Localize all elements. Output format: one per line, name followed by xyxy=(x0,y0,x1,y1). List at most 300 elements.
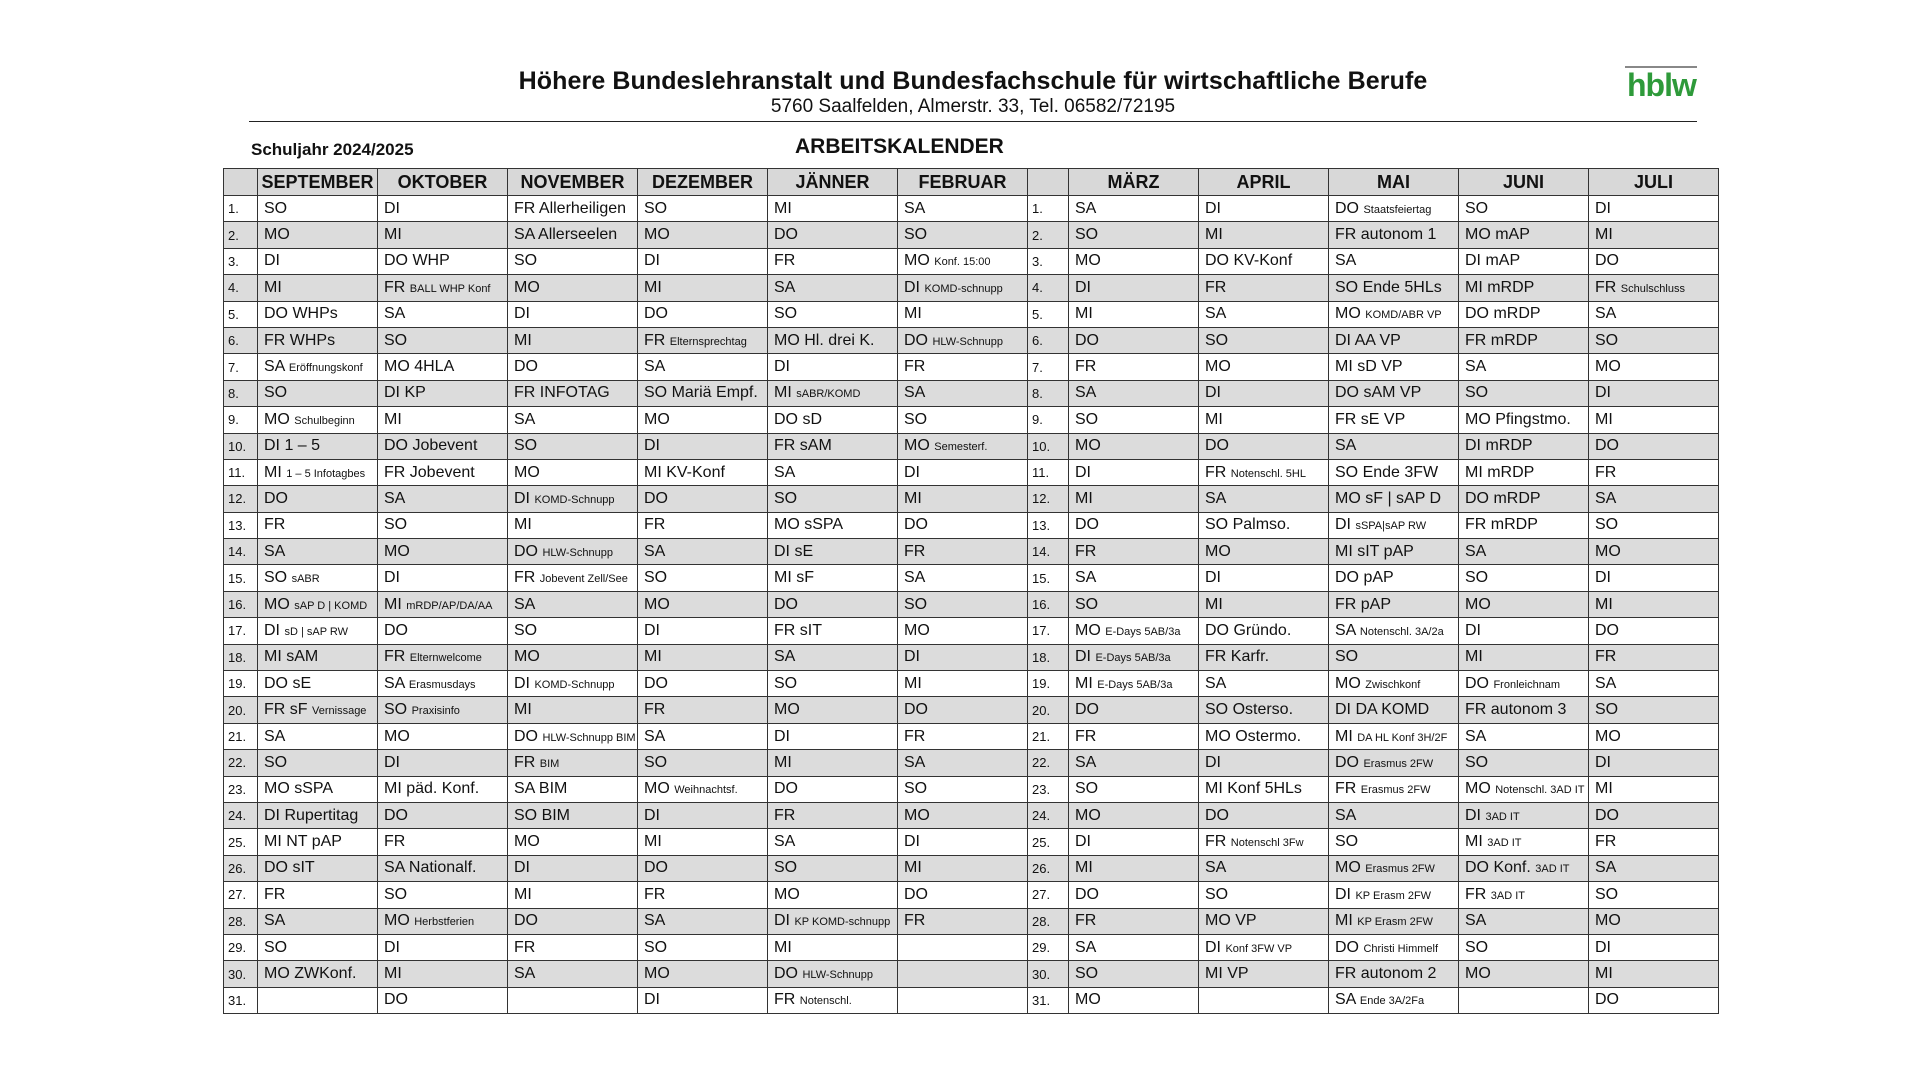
calendar-cell xyxy=(1589,750,1719,776)
cell-main-text: MO xyxy=(1465,780,1491,798)
calendar-cell xyxy=(1329,802,1459,828)
cell-note-text: Elternwelcome xyxy=(409,652,482,665)
calendar-cell xyxy=(1199,802,1329,828)
day-number: 21. xyxy=(224,723,258,749)
day-number: 5. xyxy=(224,301,258,327)
cell-main-text: SA xyxy=(1465,358,1487,376)
cell-main-text: DI xyxy=(1205,384,1221,402)
calendar-cell xyxy=(378,512,508,538)
cell-main-text: DO xyxy=(514,542,538,560)
calendar-cell xyxy=(898,829,1028,855)
calendar-cell xyxy=(898,380,1028,406)
calendar-cell xyxy=(1589,644,1719,670)
calendar-cell xyxy=(1329,723,1459,749)
calendar-cell xyxy=(258,644,378,670)
day-number: 4. xyxy=(1028,275,1069,301)
calendar-cell xyxy=(1199,697,1329,723)
cell-main-text: MO xyxy=(1595,727,1621,745)
cell-main-text: MI xyxy=(1595,595,1613,613)
calendar-cell xyxy=(258,934,378,960)
cell-main-text: MI sF xyxy=(774,569,814,587)
calendar-cell xyxy=(1459,196,1589,222)
calendar-cell xyxy=(378,776,508,802)
month-header: DEZEMBER xyxy=(638,169,768,196)
calendar-cell xyxy=(1069,644,1199,670)
day-number: 1. xyxy=(224,196,258,222)
cell-note-text: 3AD IT xyxy=(1535,863,1570,876)
calendar-cell xyxy=(638,776,768,802)
calendar-cell xyxy=(378,275,508,301)
cell-main-text: SO xyxy=(264,753,288,771)
cell-main-text: MI xyxy=(1075,859,1093,877)
cell-main-text: FR autonom 3 xyxy=(1465,701,1567,719)
cell-main-text: MO xyxy=(1075,437,1101,455)
cell-main-text: SA xyxy=(1075,199,1097,217)
calendar-cell xyxy=(768,459,898,485)
day-number: 18. xyxy=(224,644,258,670)
calendar-cell xyxy=(1589,882,1719,908)
calendar-cell xyxy=(378,961,508,987)
calendar-cell xyxy=(508,407,638,433)
cell-main-text: MI NT pAP xyxy=(264,833,342,851)
cell-main-text: MI xyxy=(384,226,402,244)
document-title: ARBEITSKALENDER xyxy=(795,135,1004,158)
cell-main-text: MI xyxy=(904,489,922,507)
cell-note-text: Schulbeginn xyxy=(294,414,355,427)
cell-main-text: DI xyxy=(1595,199,1611,217)
calendar-cell xyxy=(508,248,638,274)
calendar-cell xyxy=(898,644,1028,670)
calendar-cell xyxy=(378,855,508,881)
calendar-cell xyxy=(378,671,508,697)
calendar-cell xyxy=(768,961,898,987)
calendar-sheet xyxy=(223,62,1718,1014)
table-row xyxy=(224,354,1719,380)
cell-main-text: SA xyxy=(904,199,926,217)
month-header: NOVEMBER xyxy=(508,169,638,196)
cell-main-text: SO xyxy=(1465,938,1489,956)
cell-main-text: SA xyxy=(264,358,285,376)
day-number: 24. xyxy=(1028,802,1069,828)
calendar-cell xyxy=(638,433,768,459)
cell-main-text: SO xyxy=(264,938,288,956)
cell-main-text: FR mRDP xyxy=(1465,516,1538,534)
day-number: 26. xyxy=(224,855,258,881)
cell-main-text: DO xyxy=(904,885,928,903)
calendar-cell xyxy=(768,697,898,723)
day-number: 17. xyxy=(224,618,258,644)
calendar-cell xyxy=(1329,776,1459,802)
calendar-cell xyxy=(378,196,508,222)
calendar-cell xyxy=(638,196,768,222)
calendar-cell xyxy=(1069,855,1199,881)
cell-main-text: DI xyxy=(774,727,790,745)
cell-main-text: DO Konf. xyxy=(1465,859,1531,877)
cell-main-text: MO xyxy=(1465,965,1491,983)
calendar-cell xyxy=(508,671,638,697)
logo-text: hblw xyxy=(1627,67,1696,103)
cell-main-text: DO mRDP xyxy=(1465,305,1541,323)
calendar-cell xyxy=(1199,591,1329,617)
cell-main-text: SO xyxy=(774,305,798,323)
calendar-cell xyxy=(898,750,1028,776)
calendar-cell xyxy=(1069,327,1199,353)
cell-main-text: DO Gründo. xyxy=(1205,621,1292,639)
calendar-cell xyxy=(1329,855,1459,881)
cell-main-text: MI sD VP xyxy=(1335,358,1403,376)
calendar-cell xyxy=(898,697,1028,723)
table-row xyxy=(224,802,1719,828)
cell-main-text: DO mRDP xyxy=(1465,489,1541,507)
cell-main-text: SA xyxy=(1595,859,1617,877)
cell-main-text: MI xyxy=(774,199,792,217)
cell-main-text: DI xyxy=(264,621,280,639)
calendar-cell xyxy=(1199,565,1329,591)
calendar-cell xyxy=(1589,222,1719,248)
calendar-cell xyxy=(1459,855,1589,881)
cell-main-text: DO xyxy=(1465,674,1489,692)
calendar-cell xyxy=(1329,354,1459,380)
cell-note-text: Weihnachtsf. xyxy=(674,784,738,797)
table-row xyxy=(224,908,1719,934)
cell-main-text: SO xyxy=(514,621,538,639)
calendar-cell xyxy=(638,934,768,960)
day-number: 14. xyxy=(1028,539,1069,565)
day-number: 15. xyxy=(224,565,258,591)
calendar-cell xyxy=(1069,591,1199,617)
day-number: 6. xyxy=(224,327,258,353)
cell-main-text: SA xyxy=(264,727,286,745)
calendar-cell xyxy=(258,591,378,617)
calendar-cell xyxy=(378,618,508,644)
cell-main-text: MI xyxy=(1075,305,1093,323)
calendar-cell xyxy=(378,908,508,934)
cell-main-text: MI xyxy=(644,648,662,666)
cell-main-text: MO xyxy=(1205,358,1231,376)
table-row xyxy=(224,723,1719,749)
calendar-cell xyxy=(508,618,638,644)
cell-main-text: DI xyxy=(1075,278,1091,296)
cell-main-text: SA BIM xyxy=(514,780,568,798)
cell-main-text: SA xyxy=(644,358,666,376)
cell-main-text: MO xyxy=(644,965,670,983)
cell-note-text: sABR/KOMD xyxy=(796,388,861,401)
calendar-cell xyxy=(508,539,638,565)
calendar-cell xyxy=(1069,776,1199,802)
calendar-cell xyxy=(1199,671,1329,697)
calendar-cell xyxy=(508,565,638,591)
calendar-cell xyxy=(508,301,638,327)
day-number: 5. xyxy=(1028,301,1069,327)
calendar-cell xyxy=(768,829,898,855)
cell-main-text: FR xyxy=(644,331,666,349)
cell-main-text: MI mRDP xyxy=(1465,463,1535,481)
cell-main-text: MO xyxy=(514,278,540,296)
cell-main-text: SA xyxy=(1595,674,1617,692)
cell-main-text: FR xyxy=(1075,727,1097,745)
cell-main-text: FR sAM xyxy=(774,437,832,455)
calendar-cell xyxy=(768,591,898,617)
calendar-cell xyxy=(378,327,508,353)
calendar-cell xyxy=(768,196,898,222)
cell-note-text: Praxisinfo xyxy=(411,705,460,718)
calendar-cell xyxy=(1329,829,1459,855)
day-number: 31. xyxy=(1028,987,1069,1013)
table-row xyxy=(224,750,1719,776)
calendar-cell xyxy=(1589,196,1719,222)
calendar-cell xyxy=(898,591,1028,617)
month-header: JUNI xyxy=(1459,169,1589,196)
cell-note-text: Jobevent Zell/See xyxy=(539,573,628,586)
day-number: 14. xyxy=(224,539,258,565)
calendar-cell xyxy=(1199,987,1329,1013)
calendar-cell xyxy=(1199,275,1329,301)
cell-main-text: MI xyxy=(1205,595,1223,613)
cell-main-text: FR autonom 1 xyxy=(1335,226,1437,244)
calendar-cell xyxy=(378,433,508,459)
calendar-cell xyxy=(768,934,898,960)
calendar-cell xyxy=(768,671,898,697)
calendar-cell xyxy=(768,776,898,802)
cell-main-text: DI xyxy=(904,463,920,481)
day-number: 30. xyxy=(1028,961,1069,987)
calendar-cell xyxy=(638,380,768,406)
calendar-cell xyxy=(1459,802,1589,828)
calendar-cell xyxy=(1329,591,1459,617)
calendar-cell xyxy=(898,512,1028,538)
calendar-cell xyxy=(898,671,1028,697)
cell-main-text: SA xyxy=(514,410,536,428)
cell-main-text: SO xyxy=(644,753,668,771)
cell-main-text: SO xyxy=(904,410,928,428)
calendar-cell xyxy=(898,855,1028,881)
calendar-cell xyxy=(768,802,898,828)
calendar-cell xyxy=(638,802,768,828)
calendar-cell xyxy=(258,433,378,459)
cell-main-text: SO xyxy=(774,859,798,877)
cell-main-text: SA xyxy=(644,912,666,930)
calendar-cell xyxy=(1199,407,1329,433)
cell-main-text: SO xyxy=(1335,833,1359,851)
calendar-cell xyxy=(898,222,1028,248)
cell-main-text: SO xyxy=(644,938,668,956)
month-header: SEPTEMBER xyxy=(258,169,378,196)
cell-main-text: DO xyxy=(1595,621,1619,639)
cell-main-text: FR xyxy=(384,278,406,296)
cell-main-text: FR xyxy=(774,252,796,270)
cell-main-text: SA xyxy=(904,753,926,771)
cell-main-text: FR Karfr. xyxy=(1205,648,1270,666)
calendar-cell xyxy=(508,802,638,828)
calendar-cell xyxy=(1459,908,1589,934)
calendar-cell xyxy=(1589,512,1719,538)
cell-note-text: KOMD-schnupp xyxy=(924,282,1003,295)
cell-note-text: Staatsfeiertag xyxy=(1363,203,1432,216)
cell-main-text: FR xyxy=(1465,885,1487,903)
table-row xyxy=(224,433,1719,459)
table-row xyxy=(224,829,1719,855)
cell-main-text: DO xyxy=(1335,938,1359,956)
table-row xyxy=(224,486,1719,512)
cell-main-text: FR xyxy=(904,912,926,930)
cell-main-text: DO xyxy=(904,331,928,349)
calendar-cell xyxy=(1199,248,1329,274)
calendar-cell xyxy=(1459,723,1589,749)
cell-main-text: FR xyxy=(904,727,926,745)
calendar-cell xyxy=(508,987,638,1013)
cell-main-text: DI Rupertitag xyxy=(264,806,359,824)
cell-main-text: MO xyxy=(514,463,540,481)
cell-main-text: DO xyxy=(644,674,668,692)
calendar-cell xyxy=(898,486,1028,512)
cell-note-text: HLW-Schnupp xyxy=(802,969,873,982)
cell-main-text: SA xyxy=(1465,912,1487,930)
cell-note-text: sABR xyxy=(291,573,320,586)
calendar-cell xyxy=(1459,512,1589,538)
cell-main-text: DI AA VP xyxy=(1335,331,1401,349)
cell-main-text: SA xyxy=(904,384,926,402)
calendar-cell xyxy=(768,380,898,406)
calendar-cell xyxy=(1459,248,1589,274)
cell-note-text: Eröffnungskonf xyxy=(288,362,363,375)
table-row xyxy=(224,961,1719,987)
cell-main-text: DO sAM VP xyxy=(1335,384,1422,402)
table-row xyxy=(224,275,1719,301)
cell-main-text: MI sAM xyxy=(264,648,319,666)
day-number: 3. xyxy=(1028,248,1069,274)
cell-main-text: FR autonom 2 xyxy=(1335,965,1437,983)
cell-main-text: FR xyxy=(774,806,796,824)
calendar-cell xyxy=(1329,987,1459,1013)
cell-main-text: SA xyxy=(1075,753,1097,771)
calendar-cell xyxy=(378,934,508,960)
calendar-cell xyxy=(1329,433,1459,459)
cell-main-text: MO Hl. drei K. xyxy=(774,331,875,349)
cell-main-text: MI xyxy=(1205,410,1223,428)
cell-main-text: SA Nationalf. xyxy=(384,859,477,877)
cell-main-text: SA xyxy=(1595,489,1617,507)
calendar-cell xyxy=(508,512,638,538)
cell-main-text: MI xyxy=(1595,410,1613,428)
calendar-cell xyxy=(1589,908,1719,934)
day-number: 18. xyxy=(1028,644,1069,670)
cell-main-text: SO xyxy=(774,489,798,507)
calendar-cell xyxy=(1199,961,1329,987)
cell-main-text: DO xyxy=(774,226,798,244)
cell-note-text: KP Erasm 2FW xyxy=(1355,889,1432,902)
calendar-cell xyxy=(1589,301,1719,327)
cell-main-text: DO xyxy=(774,965,798,983)
calendar-cell xyxy=(638,407,768,433)
cell-note-text: sSPA|sAP RW xyxy=(1355,520,1427,533)
day-number: 29. xyxy=(1028,934,1069,960)
calendar-cell xyxy=(768,539,898,565)
calendar-cell xyxy=(638,327,768,353)
calendar-cell xyxy=(768,222,898,248)
calendar-cell xyxy=(1329,882,1459,908)
calendar-cell xyxy=(1459,618,1589,644)
cell-main-text: MO sF | sAP D xyxy=(1335,489,1442,507)
cell-main-text: MO xyxy=(1335,305,1361,323)
table-row xyxy=(224,644,1719,670)
cell-main-text: SO Osterso. xyxy=(1205,701,1294,719)
cell-note-text: KOMD-Schnupp xyxy=(534,678,615,691)
cell-main-text: FR xyxy=(384,833,406,851)
calendar-cell xyxy=(1459,644,1589,670)
cell-main-text: SA xyxy=(1335,252,1357,270)
cell-main-text: MO xyxy=(1075,991,1101,1009)
cell-main-text: FR xyxy=(1595,648,1617,666)
cell-main-text: SA xyxy=(514,965,536,983)
table-row xyxy=(224,459,1719,485)
cell-main-text: FR Jobevent xyxy=(384,463,475,481)
calendar-cell xyxy=(378,565,508,591)
cell-main-text: SO xyxy=(1465,753,1489,771)
calendar-cell xyxy=(768,301,898,327)
calendar-cell xyxy=(1069,196,1199,222)
calendar-cell xyxy=(1459,829,1589,855)
cell-main-text: DO xyxy=(774,595,798,613)
calendar-cell xyxy=(768,882,898,908)
calendar-cell xyxy=(1069,723,1199,749)
cell-main-text: DO xyxy=(1075,331,1099,349)
calendar-cell xyxy=(378,222,508,248)
calendar-cell xyxy=(1459,380,1589,406)
day-number: 2. xyxy=(224,222,258,248)
cell-main-text: FR xyxy=(1205,463,1227,481)
calendar-cell xyxy=(1329,908,1459,934)
cell-main-text: DO xyxy=(514,358,538,376)
cell-note-text: Schulschluss xyxy=(1620,282,1685,295)
calendar-cell xyxy=(1069,908,1199,934)
day-number: 25. xyxy=(224,829,258,855)
cell-main-text: SO xyxy=(774,674,798,692)
cell-main-text: SO xyxy=(384,516,408,534)
cell-main-text: SA xyxy=(1205,674,1227,692)
calendar-cell xyxy=(1199,327,1329,353)
calendar-cell xyxy=(1069,512,1199,538)
calendar-cell xyxy=(1459,671,1589,697)
cell-main-text: FR xyxy=(644,885,666,903)
day-number: 11. xyxy=(224,459,258,485)
calendar-cell xyxy=(258,380,378,406)
calendar-cell xyxy=(898,539,1028,565)
calendar-cell xyxy=(1329,618,1459,644)
month-header-row xyxy=(224,169,1719,196)
day-number: 12. xyxy=(1028,486,1069,512)
cell-note-text: Notenschl. 3AD IT xyxy=(1495,784,1585,797)
day-number: 4. xyxy=(224,275,258,301)
cell-main-text: SO xyxy=(264,569,288,587)
calendar-cell xyxy=(1069,802,1199,828)
calendar-cell xyxy=(1589,802,1719,828)
calendar-cell xyxy=(1329,275,1459,301)
cell-main-text: SA xyxy=(904,569,926,587)
cell-main-text: DI xyxy=(384,753,400,771)
cell-main-text: DI xyxy=(1075,648,1091,666)
calendar-cell xyxy=(1069,354,1199,380)
cell-main-text: FR xyxy=(1075,912,1097,930)
calendar-cell xyxy=(508,327,638,353)
cell-note-text: Vernissage xyxy=(312,705,367,718)
day-number: 10. xyxy=(224,433,258,459)
calendar-cell xyxy=(768,750,898,776)
cell-main-text: MI xyxy=(514,516,532,534)
calendar-cell xyxy=(768,644,898,670)
cell-main-text: DO xyxy=(1595,437,1619,455)
cell-main-text: SA xyxy=(1075,569,1097,587)
calendar-cell xyxy=(1329,407,1459,433)
